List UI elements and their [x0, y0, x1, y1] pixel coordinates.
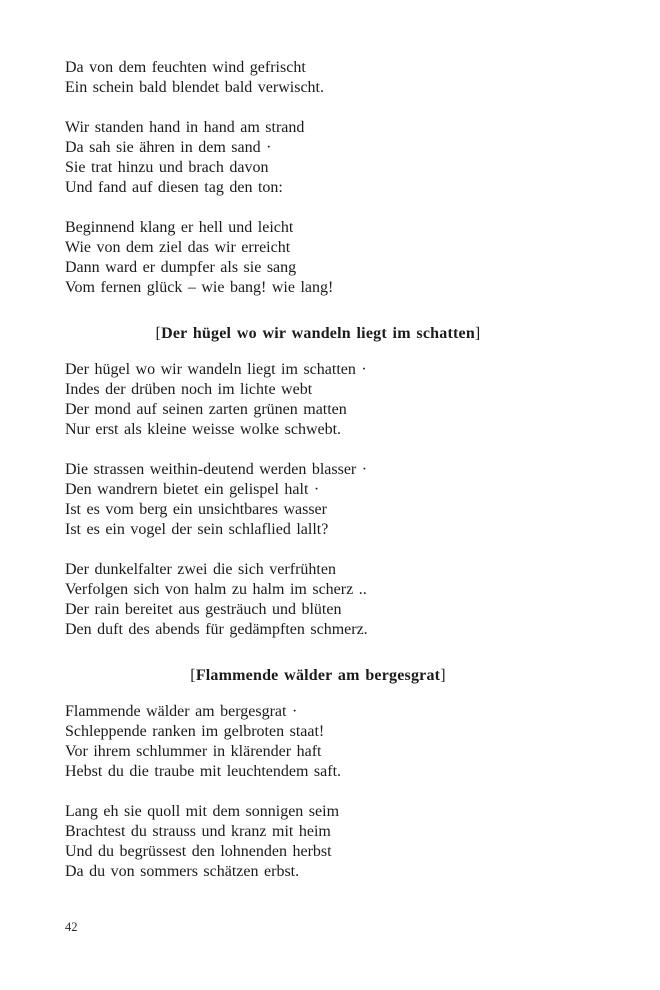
poem-line: Dann ward er dumpfer als sie sang: [65, 259, 297, 276]
poem-line: Da du von sommers schätzen erbst.: [65, 863, 300, 880]
poem-line: Ist es ein vogel der sein schlaflied lallt?: [65, 521, 329, 538]
poem-title-close-bracket: ]: [474, 325, 481, 342]
poem-line: Ist es vom berg ein unsichtbares wasser: [65, 501, 327, 518]
poem-line: Vor ihrem schlummer in klärender haft: [65, 743, 322, 760]
poem-title: [65, 324, 571, 344]
poem-line: Und du begrüssest den lohnenden herbst: [65, 843, 332, 860]
poem-line: Ein schein bald blendet bald verwischt.: [65, 79, 324, 96]
poem-line: Wie von dem ziel das wir erreicht: [65, 239, 291, 256]
poem-line: Da sah sie ähren in dem sand ·: [65, 139, 272, 156]
stanza: [65, 58, 571, 98]
poem-line: Den wandrern bietet ein gelispel halt ·: [65, 481, 320, 498]
poem-line: Lang eh sie quoll mit dem sonnigen seim: [65, 803, 340, 820]
stanza: [65, 360, 571, 440]
poem-line: Da von dem feuchten wind gefrischt: [65, 59, 306, 76]
poem-line: Der mond auf seinen zarten grünen matten: [65, 401, 347, 418]
poem-line: Den duft des abends für gedämpften schmerz.: [65, 621, 368, 638]
poem-title-text: Flammende wälder am bergesgrat: [195, 667, 441, 684]
poem-line: Und fand auf diesen tag den ton:: [65, 179, 283, 196]
stanza: [65, 118, 571, 198]
poem-line: Vom fernen glück – wie bang! wie lang!: [65, 279, 334, 296]
poem-line: Indes der drüben noch im lichte webt: [65, 381, 313, 398]
stanza: [65, 460, 571, 540]
poem-line: Nur erst als kleine weisse wolke schwebt.: [65, 421, 342, 438]
poem-title-open-bracket: [: [190, 667, 196, 684]
poem-line: Die strassen weithin-deutend werden blasser ·: [65, 461, 368, 478]
poem-line: Hebst du die traube mit leuchtendem saft.: [65, 763, 342, 780]
poem-line: Beginnend klang er hell und leicht: [65, 219, 294, 236]
poem-title-text: Der hügel wo wir wandeln liegt im schatten: [161, 325, 475, 342]
stanza: [65, 560, 571, 640]
poem-line: Der hügel wo wir wandeln liegt im schatten ·: [65, 361, 367, 378]
poem-line: Der rain bereitet aus gesträuch und blüten: [65, 601, 342, 618]
stanza: [65, 802, 571, 882]
poem-line: Der dunkelfalter zwei die sich verfrühten: [65, 561, 336, 578]
poem-line: Verfolgen sich von halm zu halm im scherz ..: [65, 581, 367, 598]
stanza: [65, 218, 571, 298]
poem-title-open-bracket: [: [155, 325, 162, 342]
poem-title: [65, 666, 571, 686]
stanza: [65, 702, 571, 782]
poem-line: Flammende wälder am bergesgrat ·: [65, 703, 298, 720]
poem-line: Brachtest du strauss und kranz mit heim: [65, 823, 331, 840]
poem-line: Sie trat hinzu und brach davon: [65, 159, 269, 176]
poem-line: Schleppende ranken im gelbroten staat!: [65, 723, 325, 740]
poem-title-close-bracket: ]: [440, 667, 446, 684]
poem-text-block: [65, 58, 571, 902]
page-number: 42: [65, 920, 78, 934]
poem-line: Wir standen hand in hand am strand: [65, 119, 305, 136]
